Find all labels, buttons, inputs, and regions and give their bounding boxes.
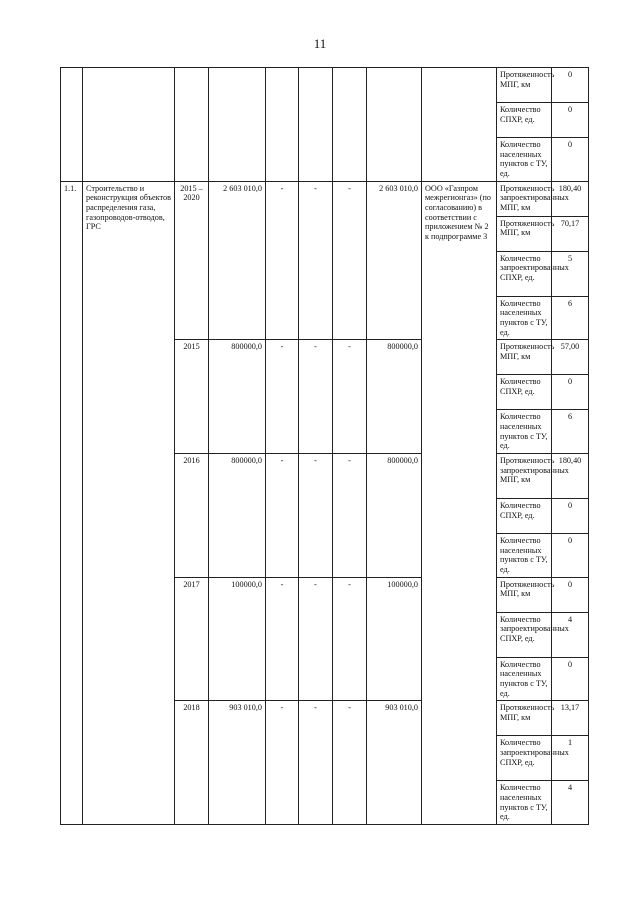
dash-cell: - [299,454,333,578]
period-total: 800000,0 [367,454,422,578]
value-cell: 180,40 [552,181,589,216]
value-cell: 0 [552,499,589,534]
dash-cell: - [299,340,333,454]
dash-cell: - [299,181,333,340]
indicator-cell: Количество населенных пунктов с ТУ, ед. [497,534,552,578]
dash-cell: - [299,577,333,701]
cell-empty [266,68,299,182]
indicator-cell: Количество населенных пунктов с ТУ, ед. [497,410,552,454]
cell-empty [83,68,175,182]
value-cell: 6 [552,410,589,454]
period-amount: 2 603 010,0 [209,181,266,340]
indicator-cell: Количество запроектированных СПХР, ед. [497,251,552,296]
table-row [61,68,589,103]
cell-empty [175,68,209,182]
value-cell: 0 [552,138,589,182]
indicator-cell: Протяженность МПГ, км [497,577,552,612]
program-table [60,67,589,825]
value-cell: 13,17 [552,701,589,736]
indicator-cell: Протяженность МПГ, км [497,216,552,251]
cell-empty [209,68,266,182]
value-cell: 0 [552,657,589,701]
indicator-cell: Количество СПХР, ед. [497,499,552,534]
executor: ООО «Газпром межрегионгаз» (по согласованию) в соответствии с приложением № 2 к подпрограмме 3 [422,181,497,824]
cell-empty [333,68,367,182]
indicator-cell: Количество населенных пунктов с ТУ, ед. [497,296,552,340]
period-year: 2015 [175,340,209,454]
period-total: 2 603 010,0 [367,181,422,340]
item-name: Строительство и реконструкция объектов распределения газа, газопроводов-отводов, ГРС [83,181,175,824]
cell-empty [422,68,497,182]
dash-cell: - [333,701,367,825]
item-number: 1.1. [61,181,83,824]
table-body [61,68,589,825]
value-cell: 0 [552,577,589,612]
value-cell: 5 [552,251,589,296]
value-cell: 4 [552,612,589,657]
dash-cell: - [266,701,299,825]
dash-cell: - [266,181,299,340]
indicator-cell: Количество населенных пунктов с ТУ, ед. [497,138,552,182]
dash-cell: - [266,577,299,701]
period-amount: 100000,0 [209,577,266,701]
indicator-cell: Количество СПХР, ед. [497,375,552,410]
indicator-cell: Протяженность МПГ, км [497,701,552,736]
value-cell: 0 [552,375,589,410]
period-year: 2018 [175,701,209,825]
dash-cell: - [333,181,367,340]
indicator-cell: Протяженность запроектированных МПГ, км [497,181,552,216]
indicator-cell: Количество населенных пунктов с ТУ, ед. [497,781,552,825]
period-amount: 800000,0 [209,454,266,578]
indicator-cell: Количество запроектированных СПХР, ед. [497,612,552,657]
value-cell: 70,17 [552,216,589,251]
cell-empty [299,68,333,182]
dash-cell: - [266,454,299,578]
cell-empty [367,68,422,182]
dash-cell: - [333,454,367,578]
page-number: 11 [313,36,327,51]
value-cell: 4 [552,781,589,825]
period-year: 2016 [175,454,209,578]
period-amount: 903 010,0 [209,701,266,825]
dash-cell: - [266,340,299,454]
dash-cell: - [299,701,333,825]
period-total: 903 010,0 [367,701,422,825]
period-year: 2017 [175,577,209,701]
cell-empty [61,68,83,182]
indicator-cell: Протяженность МПГ, км [497,340,552,375]
value-cell: 0 [552,68,589,103]
indicator-cell: Количество населенных пунктов с ТУ, ед. [497,657,552,701]
period-year: 2015 – 2020 [175,181,209,340]
value-cell: 6 [552,296,589,340]
value-cell: 0 [552,103,589,138]
table-row [61,181,589,216]
period-total: 100000,0 [367,577,422,701]
value-cell: 0 [552,534,589,578]
indicator-cell: Протяженность запроектированных МПГ, км [497,454,552,499]
period-total: 800000,0 [367,340,422,454]
dash-cell: - [333,577,367,701]
value-cell: 180,40 [552,454,589,499]
value-cell: 1 [552,736,589,781]
indicator-cell: Количество запроектированных СПХР, ед. [497,736,552,781]
dash-cell: - [333,340,367,454]
indicator-cell: Количество СПХР, ед. [497,103,552,138]
value-cell: 57,00 [552,340,589,375]
period-amount: 800000,0 [209,340,266,454]
indicator-cell: Протяженность МПГ, км [497,68,552,103]
